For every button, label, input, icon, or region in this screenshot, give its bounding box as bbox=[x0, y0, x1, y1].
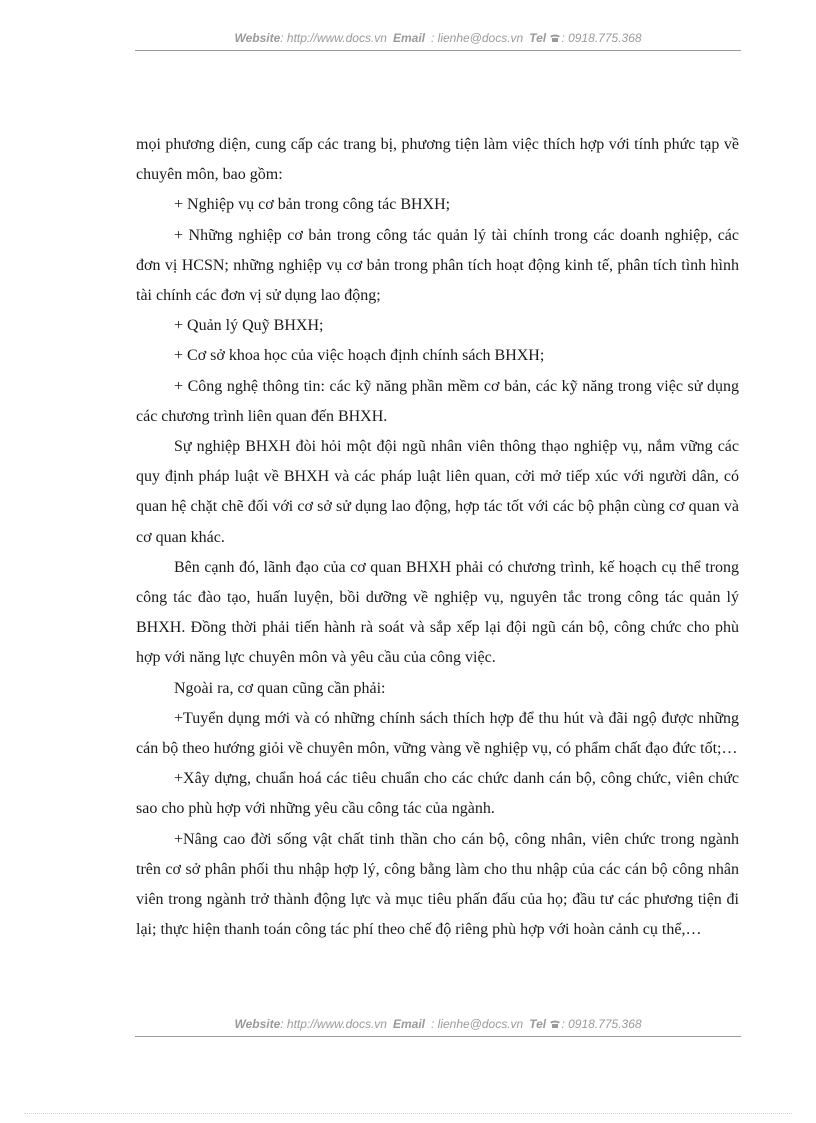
paragraph: +Xây dựng, chuẩn hoá các tiêu chuẩn cho các chức danh cán bộ, công chức, viên chức sao cho phù hợp với những yêu cầu công tác của ngành. bbox=[136, 770, 739, 818]
website-url[interactable]: : http://www.docs.vn bbox=[280, 1017, 387, 1031]
page-header bbox=[135, 31, 741, 45]
paragraph: mọi phương diện, cung cấp các trang bị, phương tiện làm việc thích hợp với tính phức tạp về chuyên môn, bao gồm: bbox=[136, 136, 739, 184]
website-url[interactable]: : http://www.docs.vn bbox=[280, 31, 387, 45]
email-address[interactable]: : lienhe@docs.vn bbox=[430, 31, 524, 45]
paragraph: +Tuyển dụng mới và có những chính sách thích hợp để thu hút và đãi ngộ được những cán bộ theo hướng giỏi về chuyên môn, vững vàng về nghiệp vụ, có phẩm chất đạo đức tốt;… bbox=[136, 709, 739, 758]
website-label: Website bbox=[234, 1017, 281, 1031]
paragraph: + Công nghệ thông tin: các kỹ năng phần mềm cơ bản, các kỹ năng trong việc sử dụng các chương trình liên quan đến BHXH. bbox=[136, 377, 739, 425]
email-label: Email bbox=[392, 31, 425, 45]
header-rule bbox=[135, 50, 741, 51]
paragraph: + Những nghiệp cơ bản trong công tác quản lý tài chính trong các doanh nghiệp, các đơn vị HCSN; những nghiệp vụ cơ bản trong phân tích hoạt động kinh tế, phân tích tình hình tài chính các đơn vị sử dụng lao động; bbox=[136, 226, 739, 305]
paragraph: + Cơ sở khoa học của việc hoạch định chính sách BHXH; bbox=[174, 347, 545, 365]
tel-label: Tel bbox=[529, 31, 547, 45]
tel-number: : 0918.775.368 bbox=[561, 1017, 642, 1031]
paragraph: + Nghiệp vụ cơ bản trong công tác BHXH; bbox=[174, 196, 451, 214]
paragraph: Sự nghiệp BHXH đòi hỏi một đội ngũ nhân viên thông thạo nghiệp vụ, nắm vững các quy định pháp luật về BHXH và các pháp luật liên quan, cởi mở tiếp xúc với người dân, có quan hệ chặt chẽ đối với cơ sở sử dụng lao động, hợp tác tốt với các bộ phận cùng cơ quan và cơ quan khác. bbox=[136, 438, 739, 546]
phone-icon bbox=[549, 33, 561, 43]
paragraph: + Quản lý Quỹ BHXH; bbox=[174, 317, 324, 335]
paragraph: Bên cạnh đó, lãnh đạo của cơ quan BHXH phải có chương trình, kế hoạch cụ thể trong công tác đào tạo, huấn luyện, bồi dưỡng về nghiệp vụ, nguyên tắc trong công tác quản lý BHXH. Đồng thời phải tiến hành rà soát và sắp xếp lại đội ngũ cán bộ, công chức cho phù hợp với năng lực chuyên môn và yêu cầu của công việc. bbox=[136, 558, 739, 667]
tel-label: Tel bbox=[529, 1017, 547, 1031]
page-edge-divider bbox=[24, 1113, 792, 1114]
footer-rule bbox=[135, 1036, 741, 1037]
email-label: Email bbox=[392, 1017, 425, 1031]
page-footer bbox=[135, 1017, 741, 1031]
tel-number: : 0918.775.368 bbox=[561, 31, 642, 45]
website-label: Website bbox=[234, 31, 281, 45]
document-body bbox=[136, 130, 739, 945]
phone-icon bbox=[549, 1019, 561, 1029]
paragraph: +Nâng cao đời sống vật chất tinh thần cho cán bộ, công nhân, viên chức trong ngành trên cơ sở phân phối thu nhập hợp lý, công bằng làm cho thu nhập của các cán bộ công nhân viên trong ngành trở thành động lực và mục tiêu phấn đấu của họ; đầu tư các phương tiện đi lại; thực hiện thanh toán công tác phí theo chế độ riêng phù hợp với hoàn cảnh cụ thể,… bbox=[136, 830, 739, 939]
email-address[interactable]: : lienhe@docs.vn bbox=[430, 1017, 524, 1031]
paragraph: Ngoài ra, cơ quan cũng cần phải: bbox=[174, 679, 386, 697]
